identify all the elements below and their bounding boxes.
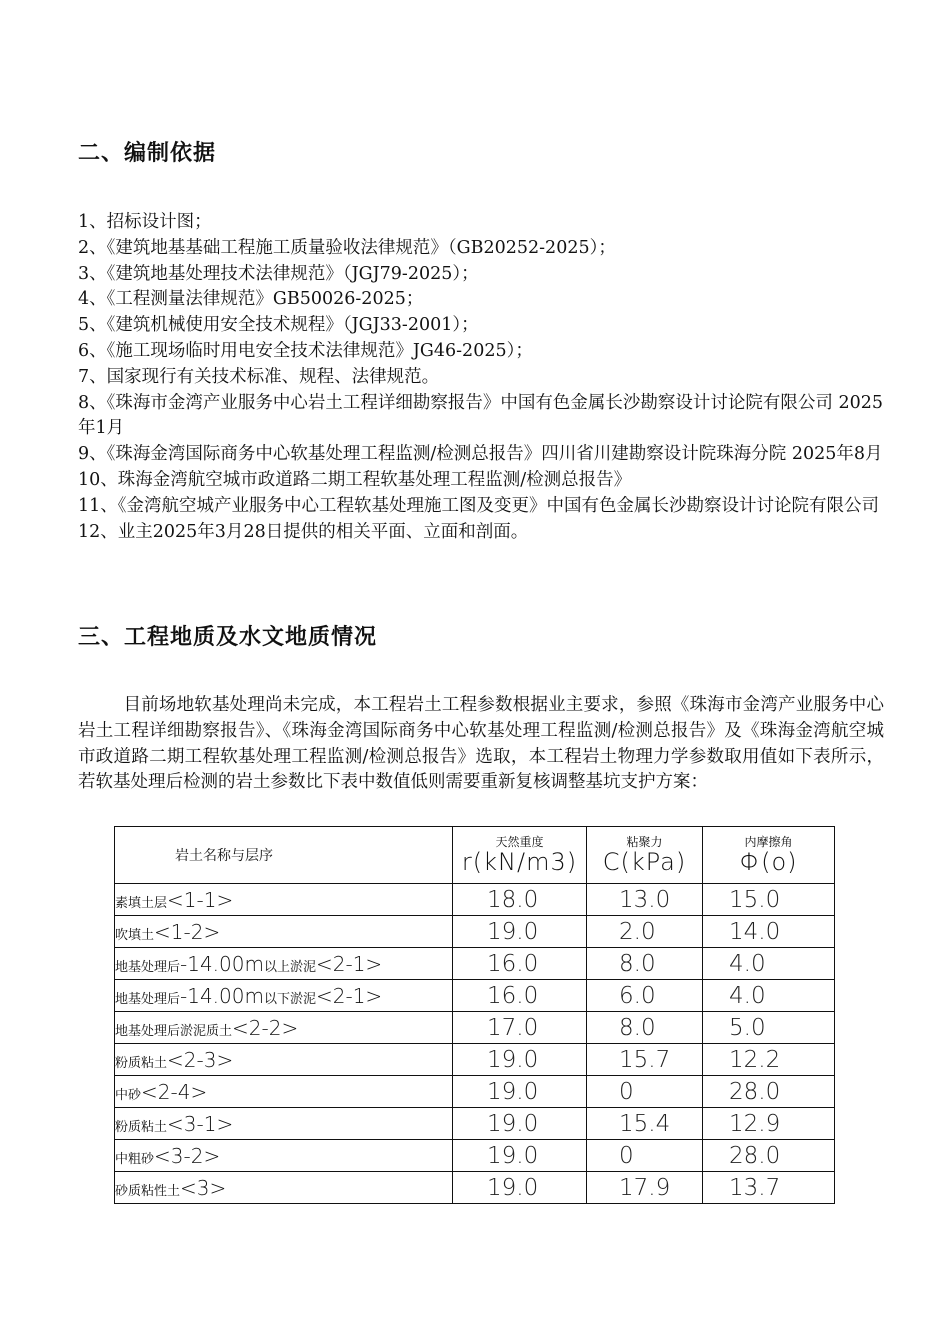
layer-code: <3-1> [167,1111,234,1136]
table-row [115,1044,835,1076]
layer-code: <2-2> [232,1015,299,1040]
table-row [115,1140,835,1172]
layer-code: <3-2> [154,1143,221,1168]
table-row [115,884,835,916]
list-item: 8、《珠海市金湾产业服务中心岩土工程详细勘察报告》中国有色金属长沙勘察设计讨论院有限公司 2025年1月 [78,392,883,439]
geology-paragraph: 目前场地软基处理尚未完成，本工程岩土工程参数根据业主要求，参照《珠海市金湾产业服务中心岩土工程详细勘察报告》、《珠海金湾国际商务中心软基处理工程监测/检测总报告》及《珠海金湾航空城市政道路二期工程软基处理工程监测/检测总报告》选取，本工程岩土物理力学参数取用值如下表所示，若软基处理后检测的岩土参数比下表中数值低则需要重新复核调整基坑支护方案： [78,695,884,793]
header-soil-name: 岩土名称与层序 [115,827,453,884]
list-item: 7、国家现行有关技术标准、规程、法律规范。 [78,366,440,387]
friction-angle-cell: 5.0 [703,1012,835,1044]
soil-name: 砂质粘性土 [115,1183,181,1199]
table-row [115,1076,835,1108]
unit-weight-cell: 19.0 [453,1044,587,1076]
soil-name: 吹填土 [115,927,155,943]
cohesion-cell: 15.4 [587,1108,703,1140]
table-row [115,1172,835,1204]
soil-name: 地基处理后 [115,991,181,1007]
friction-angle-cell: 15.0 [703,884,835,916]
friction-angle-cell: 4.0 [703,980,835,1012]
list-item: 1、招标设计图； [78,212,212,232]
friction-angle-cell: 12.2 [703,1044,835,1076]
friction-angle-cell: 28.0 [703,1140,835,1172]
list-item: 12、业主2025年3月28日提供的相关平面、立面和剖面。 [78,521,529,542]
table-row [115,1108,835,1140]
header-friction-angle-unit: Φ(o) [739,848,798,876]
friction-angle-cell: 28.0 [703,1076,835,1108]
soil-name: 粉质粘土 [115,1055,168,1071]
unit-weight-cell: 19.0 [453,916,587,948]
list-item: 2、《建筑地基基础工程施工质量验收法律规范》（GB20252-2025）； [78,237,616,258]
header-unit-weight-label: 天然重度 [495,835,544,849]
unit-weight-cell: 19.0 [453,1172,587,1204]
soil-name: 中砂 [115,1087,142,1103]
soil-name-cell [115,1012,453,1044]
list-item: 4、《工程测量法律规范》GB50026-2025； [78,289,424,310]
soil-name-cell [115,1172,453,1204]
header-friction-angle-label: 内摩擦角 [744,835,793,849]
soil-name-cell [115,1044,453,1076]
list-item: 6、《施工现场临时用电安全技术法律规范》JG46-2025）； [78,340,533,361]
header-unit-weight-unit: r(kN/m3) [461,848,578,876]
list-item: 10、珠海金湾航空城市政道路二期工程软基处理工程监测/检测总报告》 [78,469,632,490]
layer-code: <2-1> [316,983,383,1008]
list-item: 11、《金湾航空城产业服务中心工程软基处理施工图及变更》中国有色金属长沙勘察设计讨论院有限公司 [78,495,880,516]
cohesion-cell: 8.0 [587,948,703,980]
soil-name: 地基处理后 [115,959,181,975]
depth-code: -14.00m [180,951,264,976]
layer-code: <2-1> [316,951,383,976]
soil-parameter-table [114,826,835,1204]
unit-weight-cell: 19.0 [453,1140,587,1172]
soil-name-cell [115,1140,453,1172]
section-heading-basis: 二、编制依据 [78,141,217,166]
header-cohesion-label: 粘聚力 [626,835,663,849]
cohesion-cell: 2.0 [587,916,703,948]
list-item: 9、《珠海金湾国际商务中心软基处理工程监测/检测总报告》四川省川建勘察设计院珠海分院 2025年8月 [78,444,883,465]
table-row [115,948,835,980]
cohesion-cell: 8.0 [587,1012,703,1044]
soil-name-cell [115,916,453,948]
cohesion-cell: 0 [587,1140,703,1172]
layer-code: <1-2> [154,919,221,944]
header-unit-weight [453,827,587,884]
soil-name-suffix: 以下淤泥 [263,991,316,1007]
unit-weight-cell: 19.0 [453,1108,587,1140]
layer-code: <2-3> [167,1047,234,1072]
soil-name: 中粗砂 [115,1151,155,1167]
soil-name-cell [115,1076,453,1108]
table-row [115,916,835,948]
list-item: 5、《建筑机械使用安全技术规程》（JGJ33-2001）； [78,315,479,336]
friction-angle-cell: 13.7 [703,1172,835,1204]
cohesion-cell: 17.9 [587,1172,703,1204]
layer-code: <2-4> [141,1079,208,1104]
friction-angle-cell: 14.0 [703,916,835,948]
soil-name-suffix: 以上淤泥 [263,959,316,975]
cohesion-cell: 0 [587,1076,703,1108]
depth-code: -14.00m [180,983,264,1008]
unit-weight-cell: 19.0 [453,1076,587,1108]
unit-weight-cell: 16.0 [453,980,587,1012]
cohesion-cell: 13.0 [587,884,703,916]
reference-list [78,210,884,545]
list-item: 3、《建筑地基处理技术法律规范》（JGJ79-2025）； [78,263,479,284]
soil-name-cell [115,948,453,980]
layer-code: <3> [180,1175,227,1200]
cohesion-cell: 15.7 [587,1044,703,1076]
header-cohesion [587,827,703,884]
table-row [115,1012,835,1044]
layer-code: <1-1> [167,887,234,912]
unit-weight-cell: 16.0 [453,948,587,980]
unit-weight-cell: 17.0 [453,1012,587,1044]
soil-name-cell [115,1108,453,1140]
table-row [115,980,835,1012]
soil-name-cell [115,980,453,1012]
cohesion-cell: 6.0 [587,980,703,1012]
section-heading-geology: 三、工程地质及水文地质情况 [78,625,378,650]
soil-name: 粉质粘土 [115,1119,168,1135]
unit-weight-cell: 18.0 [453,884,587,916]
soil-name: 素填土层 [115,895,168,911]
soil-name: 地基处理后淤泥质土 [115,1023,233,1039]
soil-name-cell [115,884,453,916]
friction-angle-cell: 12.9 [703,1108,835,1140]
header-cohesion-unit: C(kPa) [602,848,687,876]
header-friction-angle [703,827,835,884]
friction-angle-cell: 4.0 [703,948,835,980]
table-header-row [115,827,835,884]
